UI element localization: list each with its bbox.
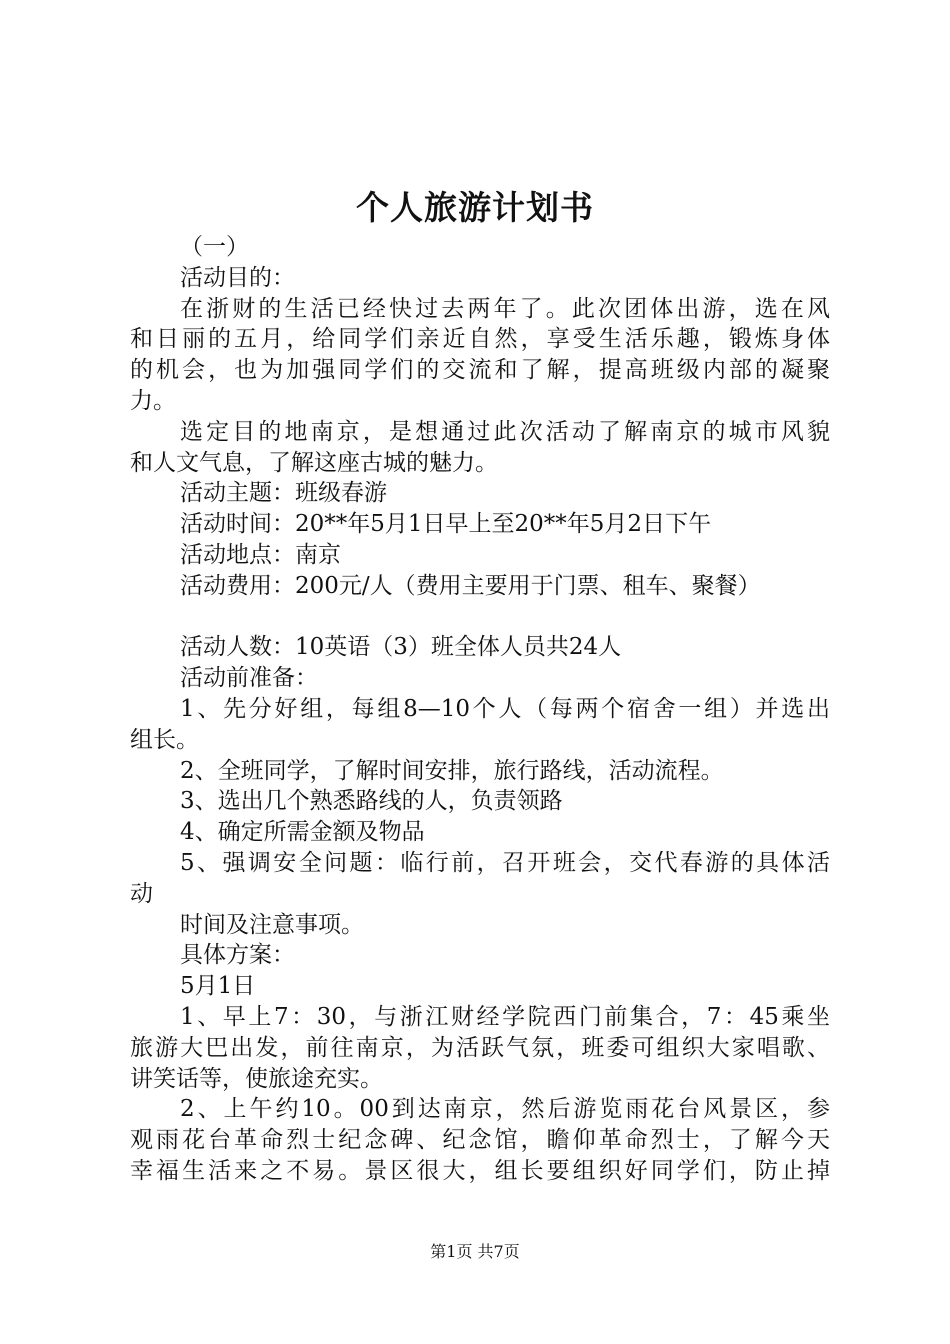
activity-cost: 活动费用：200元/人（费用主要用于门票、租车、聚餐）	[180, 572, 761, 599]
paragraph-line: 力。	[130, 387, 176, 414]
plan-item-1-cont: 旅游大巴出发，前往南京，为活跃气氛，班委可组织大家唱歌、	[130, 1034, 830, 1061]
heading-purpose: 活动目的：	[180, 264, 295, 291]
prep-item-2: 2、全班同学，了解时间安排，旅行路线，活动流程。	[180, 757, 724, 784]
plan-item-2-cont: 幸福生活来之不易。景区很大，组长要组织好同学们，防止掉	[130, 1157, 830, 1184]
plan-date: 5月1日	[180, 973, 256, 1000]
prep-item-5: 5、强调安全问题：临行前，召开班会，交代春游的具体活	[180, 849, 830, 876]
paragraph-line: 选定目的地南京，是想通过此次活动了解南京的城市风貌	[180, 418, 830, 445]
activity-time: 活动时间：20**年5月1日早上至20**年5月2日下午	[180, 511, 712, 538]
paragraph-line: 在浙财的生活已经快过去两年了。此次团体出游，选在风	[180, 295, 830, 322]
heading-preparation: 活动前准备：	[180, 665, 318, 692]
page-footer: 第1页 共7页	[430, 1242, 520, 1261]
prep-item-5-cont: 动	[130, 880, 153, 907]
activity-location: 活动地点：南京	[180, 541, 341, 568]
section-number: （一）	[180, 234, 249, 260]
paragraph-line: 和日丽的五月，给同学们亲近自然，享受生活乐趣，锻炼身体	[130, 326, 830, 353]
heading-plan: 具体方案：	[180, 942, 295, 969]
plan-item-1: 1、早上7：30，与浙江财经学院西门前集合，7：45乘坐	[180, 1003, 830, 1030]
plan-item-1-cont: 讲笑话等，使旅途充实。	[130, 1065, 383, 1092]
plan-item-2-cont: 观雨花台革命烈士纪念碑、纪念馆，瞻仰革命烈士，了解今天	[130, 1127, 830, 1154]
prep-item-1-cont: 组长。	[130, 726, 199, 753]
blank-line	[130, 602, 830, 633]
prep-item-4: 4、确定所需金额及物品	[180, 819, 425, 846]
prep-item-3: 3、选出几个熟悉路线的人，负责领路	[180, 788, 563, 815]
paragraph-line: 和人文气息，了解这座古城的魅力。	[130, 449, 498, 476]
document-title: 个人旅游计划书	[356, 188, 594, 227]
activity-theme: 活动主题：班级春游	[180, 480, 387, 507]
document-body	[130, 232, 830, 1187]
paragraph-line: 的机会，也为加强同学们的交流和了解，提高班级内部的凝聚	[130, 357, 830, 384]
prep-item-1: 1、先分好组，每组8—10个人（每两个宿舍一组）并选出	[180, 695, 830, 722]
plan-item-2: 2、上午约10。00到达南京，然后游览雨花台风景区，参	[180, 1096, 830, 1123]
prep-item-5-cont: 时间及注意事项。	[180, 911, 364, 938]
activity-headcount: 活动人数：10英语（3）班全体人员共24人	[180, 634, 622, 661]
